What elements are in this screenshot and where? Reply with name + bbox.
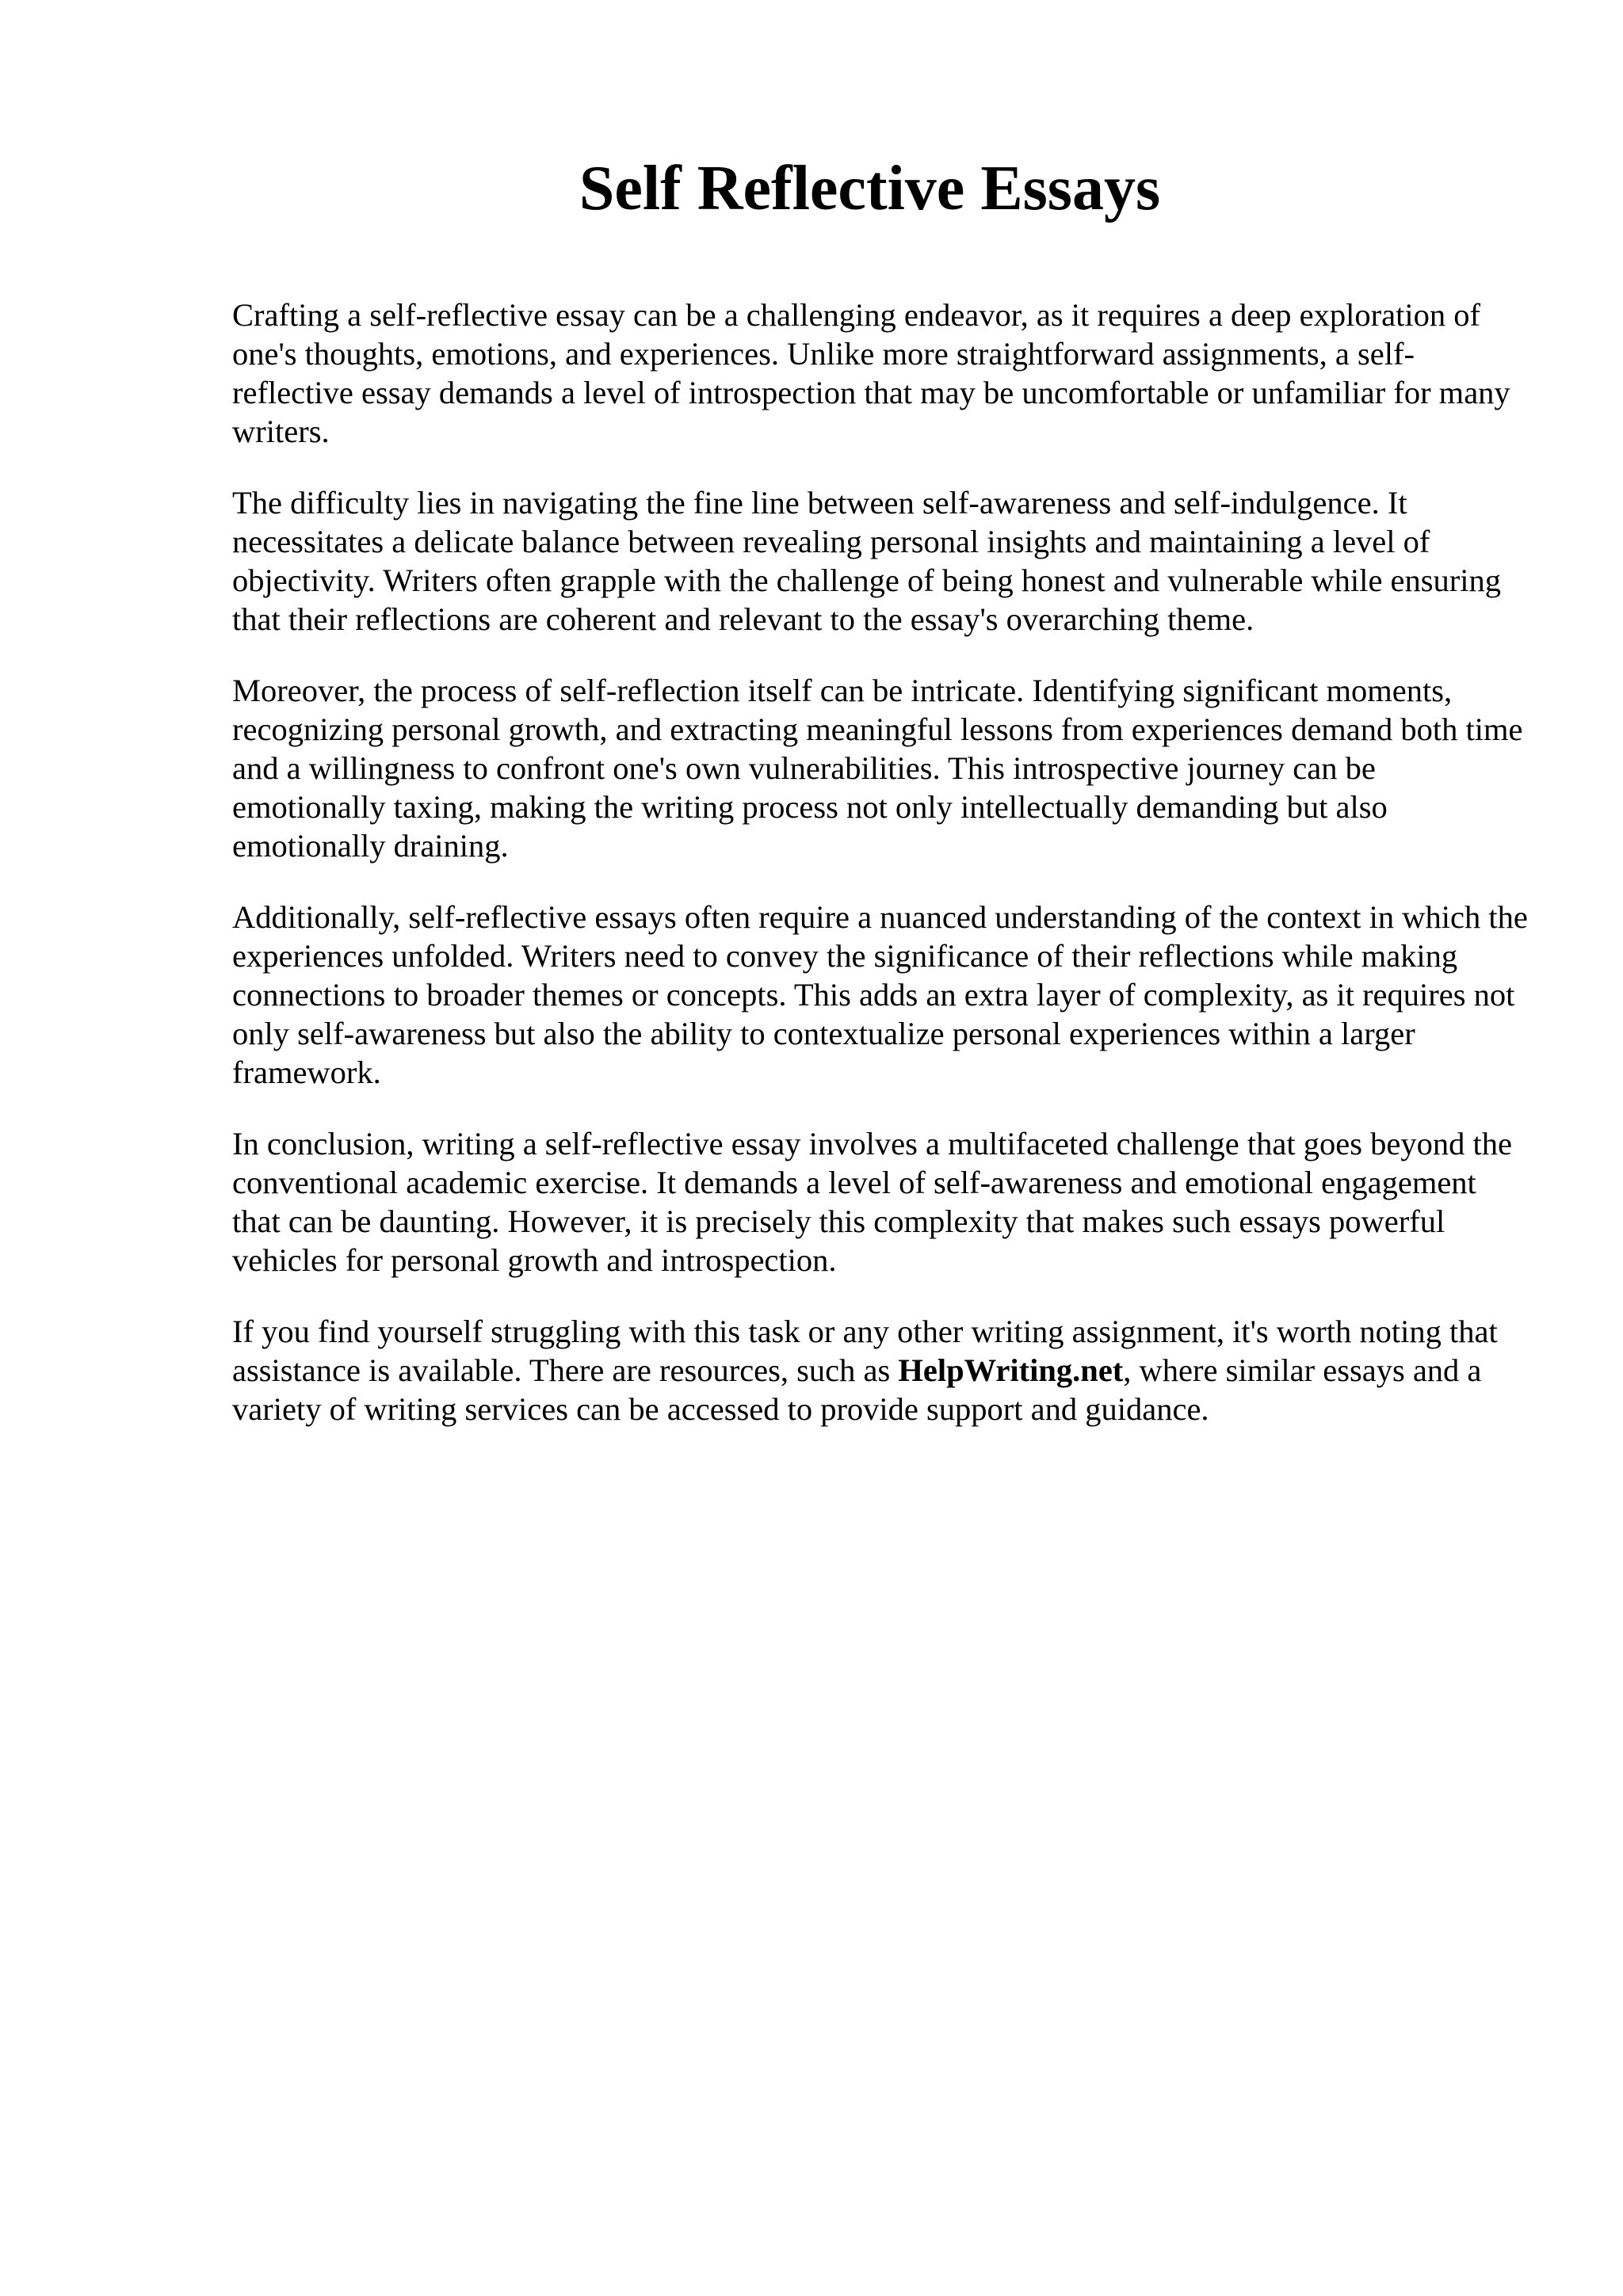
paragraph-6: [232, 1312, 1532, 1428]
page-title: Self Reflective Essays: [579, 154, 1161, 223]
paragraph-4: Additionally, self-reflective essays often require a nuanced understanding of the context in which the experiences unfolded. Writers need to convey the significance of their reflections while making connections to broader themes or concepts. This adds an extra layer of complexity, as it requires not only self-awareness but also the ability to contextualize personal experiences within a larger framework.: [232, 899, 1528, 1090]
brand-name: HelpWriting.net: [898, 1352, 1124, 1388]
paragraph-5: In conclusion, writing a self-reflective essay involves a multifaceted challenge that goes beyond the conventional academic exercise. It demands a level of self-awareness and emotional engagement that can be daunting. However, it is precisely this complexity that makes such essays powerful vehicles for personal growth and introspection.: [232, 1126, 1512, 1278]
paragraph-6-text-before: If you find yourself struggling with this task or any other writing assignment, it's worth noting that assistance is available. There are resources, such as: [232, 1314, 1498, 1388]
essay-body: [232, 296, 1532, 1461]
paragraph-6-text-after: , where similar essays and a variety of writing services can be accessed to provide support and guidance.: [232, 1352, 1482, 1427]
paragraph-1: Crafting a self-reflective essay can be a challenging endeavor, as it requires a deep exploration of one's thoughts, emotions, and experiences. Unlike more straightforward assignments, a self-reflective essay demands a level of introspection that may be uncomfortable or unfamiliar for many writers.: [232, 297, 1510, 449]
paragraph-2: The difficulty lies in navigating the fine line between self-awareness and self-indulgence. It necessitates a delicate balance between revealing personal insights and maintaining a level of objectivity. Writers often grapple with the challenge of being honest and vulnerable while ensuring that their reflections are coherent and relevant to the essay's overarching theme.: [232, 485, 1502, 637]
paragraph-3: Moreover, the process of self-reflection itself can be intricate. Identifying significant moments, recognizing personal growth, and extracting meaningful lessons from experiences demand both time and a willingness to confront one's own vulnerabilities. This introspective journey can be emotionally taxing, making the writing process not only intellectually demanding but also emotionally draining.: [232, 673, 1523, 864]
